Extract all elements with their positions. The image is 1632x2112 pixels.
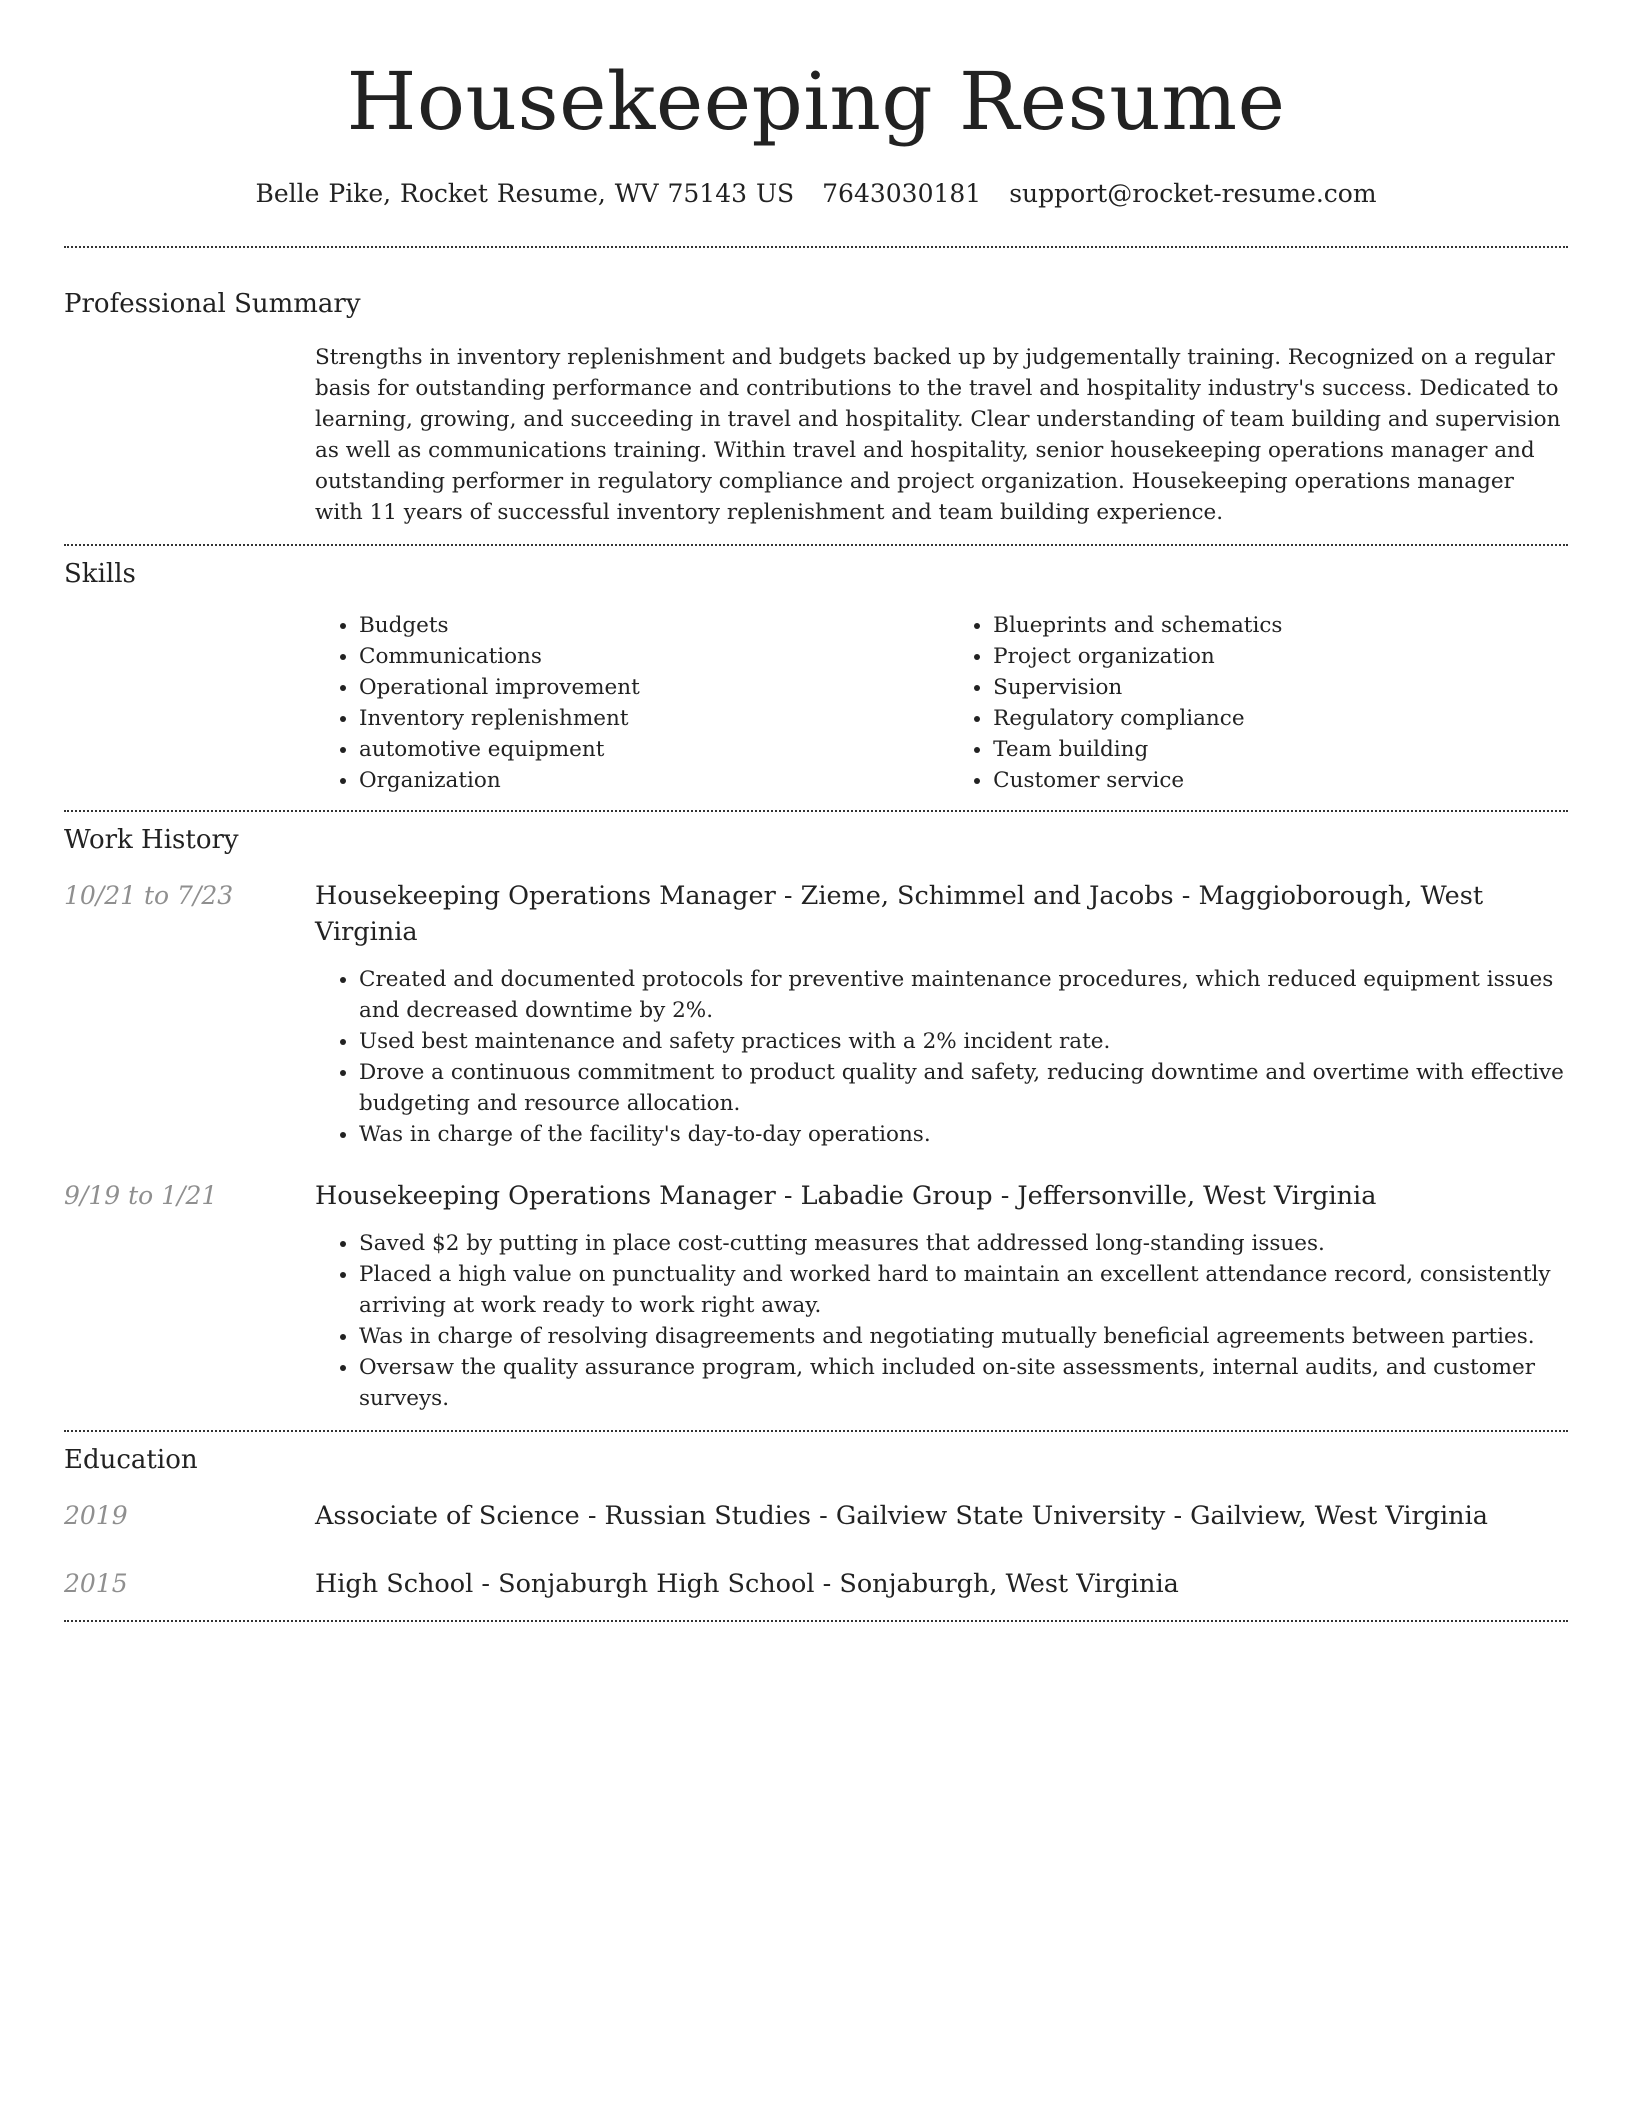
- work-history-heading: Work History: [64, 825, 239, 855]
- job-heading: [315, 1178, 1568, 1214]
- job-bullet: • Saved $2 by putting in place cost-cutting measures that addressed long-standing issues.: [359, 1228, 1568, 1259]
- summary-text: Strengths in inventory replenishment and budgets backed up by judgementally training. Recognized on a regular basis for outstanding performance and contributions to the travel and hospitality industry's success. Dedicated to learning, growing, and succeeding in travel and hospitality. Clear understanding of team building and supervision as well as communications training. Within travel and hospitality, senior housekeeping operations manager and outstanding performer in regulatory compliance and project organization. Housekeeping operations manager with 11 years of successful inventory replenishment and team building experience.: [315, 345, 1561, 525]
- contact-phone: 7643030181: [822, 179, 982, 208]
- education-details: - Sonjaburgh High School - Sonjaburgh, West Virginia: [473, 1569, 1179, 1599]
- education-entry: [64, 1566, 1568, 1602]
- education-degree: Associate of Science - Russian Studies: [315, 1501, 812, 1531]
- summary-section: [64, 286, 1568, 528]
- section-divider: [64, 246, 1568, 248]
- education-section: [64, 1442, 1568, 1602]
- job-entry: [64, 878, 1568, 1150]
- resume-page: [64, 0, 1568, 1622]
- education-degree: High School: [315, 1569, 474, 1599]
- skills-section: [64, 556, 1568, 796]
- skill-item: • Regulatory compliance: [993, 703, 1568, 734]
- job-bullets: [315, 964, 1568, 1150]
- contact-line: [64, 176, 1568, 212]
- skill-item: • Communications: [359, 641, 949, 672]
- skill-item: • Customer service: [993, 765, 1568, 796]
- job-details: - Zieme, Schimmel and Jacobs - Maggioborough, West Virginia: [315, 881, 1484, 947]
- education-entry: [64, 1498, 1568, 1534]
- job-bullet: • Placed a high value on punctuality and worked hard to maintain an excellent attendance record, consistently arriving at work ready to work right away.: [359, 1259, 1568, 1321]
- summary-heading: Professional Summary: [64, 289, 361, 319]
- skill-item: • Operational improvement: [359, 672, 949, 703]
- job-title: Housekeeping Operations Manager: [315, 1181, 776, 1211]
- job-bullet: • Oversaw the quality assurance program, which included on-site assessments, internal audits, and customer surveys.: [359, 1352, 1568, 1414]
- skill-item: • automotive equipment: [359, 734, 949, 765]
- contact-email[interactable]: support@rocket-resume.com: [1009, 179, 1377, 208]
- education-heading-line: [315, 1498, 1488, 1534]
- job-bullet: • Was in charge of the facility's day-to-day operations.: [359, 1119, 1568, 1150]
- job-bullet: • Was in charge of resolving disagreements and negotiating mutually beneficial agreements between parties.: [359, 1321, 1568, 1352]
- job-heading: [315, 878, 1568, 950]
- job-bullet: • Used best maintenance and safety practices with a 2% incident rate.: [359, 1026, 1568, 1057]
- skill-item: • Project organization: [993, 641, 1568, 672]
- education-heading: Education: [64, 1445, 198, 1475]
- skills-heading: Skills: [64, 559, 136, 589]
- skill-item: • Organization: [359, 765, 949, 796]
- job-bullets: [315, 1228, 1568, 1414]
- skill-item: • Inventory replenishment: [359, 703, 949, 734]
- job-entry: [64, 1178, 1568, 1414]
- section-divider: [64, 810, 1568, 812]
- section-divider: [64, 1620, 1568, 1622]
- skill-item: • Blueprints and schematics: [993, 610, 1568, 641]
- section-divider: [64, 544, 1568, 546]
- skill-item: • Budgets: [359, 610, 949, 641]
- skills-list-left: [315, 610, 949, 796]
- job-dates: 9/19 to 1/21: [64, 1181, 218, 1210]
- education-year: 2019: [64, 1501, 128, 1530]
- contact-address: Belle Pike, Rocket Resume, WV 75143 US: [255, 179, 795, 208]
- job-details: - Labadie Group - Jeffersonville, West Virginia: [775, 1181, 1377, 1211]
- work-history-section: [64, 822, 1568, 1414]
- job-bullet: • Drove a continuous commitment to product quality and safety, reducing downtime and overtime with effective budgeting and resource allocation.: [359, 1057, 1568, 1119]
- skill-item: • Supervision: [993, 672, 1568, 703]
- section-divider: [64, 1430, 1568, 1432]
- education-heading-line: [315, 1566, 1179, 1602]
- education-year: 2015: [64, 1569, 128, 1598]
- education-details: - Gailview State University - Gailview, West Virginia: [811, 1501, 1488, 1531]
- job-dates: 10/21 to 7/23: [64, 881, 234, 910]
- job-bullet: • Created and documented protocols for preventive maintenance procedures, which reduced equipment issues and decreased downtime by 2%.: [359, 964, 1568, 1026]
- skill-item: • Team building: [993, 734, 1568, 765]
- skills-list-right: [949, 610, 1568, 796]
- resume-title: Housekeeping Resume: [346, 55, 1286, 148]
- job-title: Housekeeping Operations Manager: [315, 881, 776, 911]
